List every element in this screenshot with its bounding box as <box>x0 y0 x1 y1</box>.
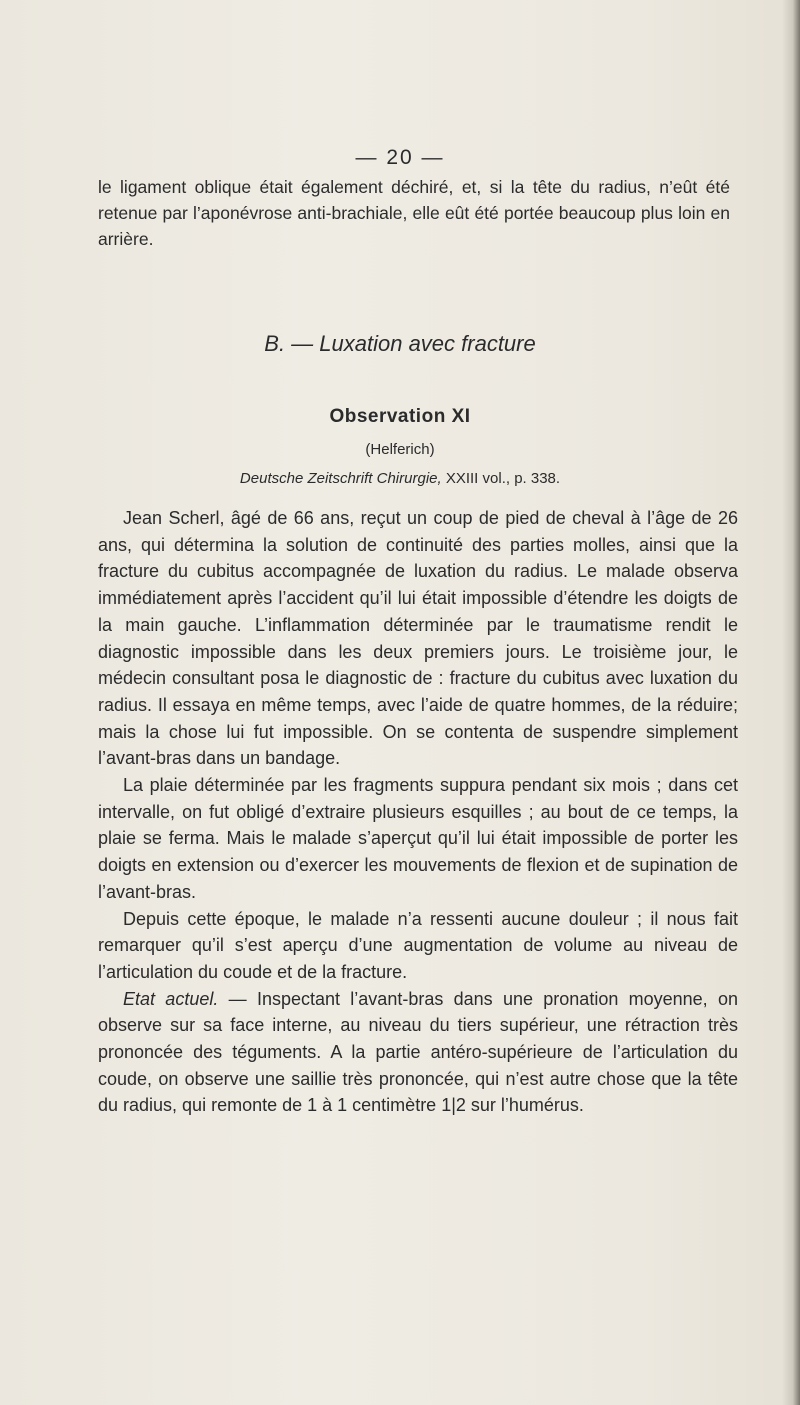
observation-author: (Helferich) <box>365 441 435 458</box>
observation-title: Observation XI <box>329 406 471 427</box>
page-number: — 20 — <box>355 146 445 169</box>
journal-volume-page: XXIII vol., p. 338. <box>441 470 561 487</box>
paragraph: Depuis cette époque, le malade n’a ressenti aucune douleur ; il nous fait remarquer qu’il s’est aperçu d’une augmentation de volume au niveau de l’articulation du coude et de la fracture. <box>98 908 738 982</box>
observation-reference <box>0 470 800 487</box>
etat-actuel-label: Etat actuel. <box>123 988 219 1009</box>
observation-body <box>98 505 738 1119</box>
section-heading: B. — Luxation avec fracture <box>264 331 536 356</box>
etat-actuel-text: — Inspectant l’avant-bras dans une pronation moyenne, on observe sur sa face interne, au niveau du tiers supérieur, une rétraction très prononcée des téguments. A la partie antéro-supérieure de l’articulation du coude, on observe une saillie très prononcée, qui n’est autre chose que la tête du radius, qui remonte de 1 à 1 centimètre 1|2 sur l’humérus. <box>98 988 738 1116</box>
continued-paragraph: le ligament oblique était également déchiré, et, si la tête du radius, n’eût été retenue par l’aponévrose anti-brachiale, elle eût été portée beaucoup plus loin en arrière. <box>98 177 730 249</box>
paragraph: La plaie déterminée par les fragments suppura pendant six mois ; dans cet intervalle, on fut obligé d’extraire plusieurs esquilles ; au bout de ce temps, la plaie se ferma. Mais le malade s’aperçut qu’il lui était impossible de porter les doigts en extension ou d’exercer les mouvements de flexion et de supination de l’avant-bras. <box>98 775 738 902</box>
paragraph-etat-actuel <box>98 986 738 1120</box>
page-edge-shadow <box>782 0 800 1405</box>
journal-name: Deutsche Zeitschrift Chirurgie, <box>239 470 442 487</box>
paragraph: Jean Scherl, âgé de 66 ans, reçut un coup de pied de cheval à l’âge de 26 ans, qui détermina la solution de continuité des parties molles, ainsi que la fracture du cubitus accompagnée de luxation du radius. Le malade observa immédiatement après l’accident qu’il lui était impossible d’étendre les doigts de la main gauche. L’inflammation déterminée par le traumatisme rendit le diagnostic impossible dans les deux premiers jours. Le troisième jour, le médecin consultant posa le diagnostic de : fracture du cubitus avec luxation du radius. Il essaya en même temps, avec l’aide de quatre hommes, de la réduire; mais la chose lui fut impossible. On se contenta de suspendre simplement l’avant-bras dans un bandage. <box>98 508 738 769</box>
